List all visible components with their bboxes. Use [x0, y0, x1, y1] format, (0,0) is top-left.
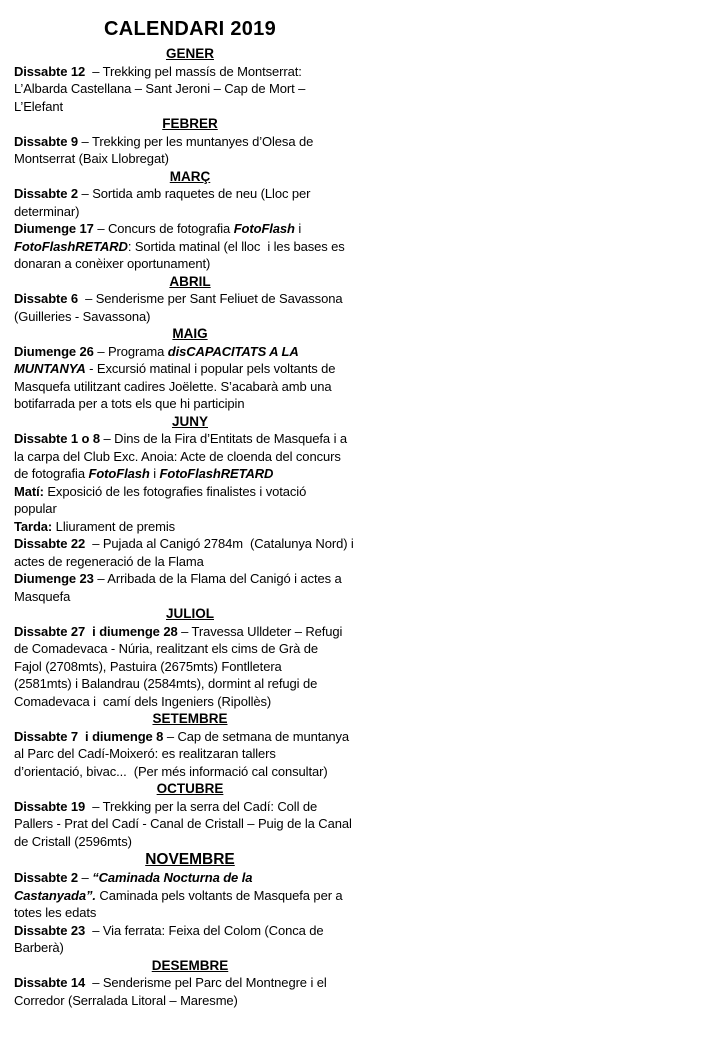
- text-run: – Arribada de la Flama del Canigó i actes a: [93, 571, 342, 586]
- text-run: Lliurament de premis: [52, 518, 176, 534]
- text-run: FotoFlashRETARD: [159, 466, 274, 481]
- text-run: actes de regeneració de la Flama: [14, 553, 204, 569]
- text-run: – Dins de la Fira d’Entitats de Masquefa i a: [100, 431, 347, 446]
- event-line: [14, 939, 386, 957]
- text-run: Dissabte 27 i diumenge 28: [14, 623, 178, 639]
- event-line: [14, 378, 386, 396]
- event-line: [14, 728, 386, 746]
- text-run: Comadevaca i camí dels Ingeniers (Ripollès): [14, 693, 272, 709]
- text-run: al Parc del Cadí-Moixeró: es realitzaran tallers: [14, 746, 276, 761]
- text-run: Exposició de les fotografies finalistes i votació: [43, 483, 307, 499]
- event-line: [14, 869, 386, 887]
- event-line: [14, 203, 386, 221]
- text-run: i: [294, 221, 302, 236]
- month-label: FEBRER: [162, 116, 218, 131]
- text-run: – Senderisme per Sant Feliuet de Savassona: [78, 291, 343, 306]
- text-run: de fotografia: [14, 466, 89, 481]
- text-run: de Comadevaca - Núria, realitzant els cims de Grà de: [14, 641, 319, 656]
- event-line: [14, 904, 386, 922]
- month-label: MARÇ: [169, 168, 211, 184]
- text-run: (Guilleries - Savassona): [14, 308, 151, 324]
- event-line: [14, 570, 386, 588]
- event-line: [14, 518, 386, 536]
- event-line: [14, 308, 386, 326]
- text-run: –: [78, 870, 93, 885]
- text-run: Dissabte 6: [14, 291, 79, 306]
- text-run: – Trekking per les muntanyes d’Olesa de: [78, 133, 314, 149]
- text-run: – Pujada al Canigó 2784m (Catalunya Nord) i: [85, 536, 354, 551]
- text-run: la carpa del Club Exc. Anoia: Acte de cloenda del concurs: [14, 448, 341, 464]
- event-line: [14, 500, 386, 518]
- month-header-octubre: [14, 780, 366, 798]
- text-run: Fajol (2708mts), Pastuira (2675mts) Fontlletera: [14, 658, 282, 674]
- text-run: Castanyada”.: [14, 887, 96, 903]
- month-label: ABRIL: [169, 273, 211, 289]
- text-run: Dissabte 7 i diumenge 8: [14, 728, 164, 744]
- event-line: [14, 430, 386, 448]
- text-run: – Programa: [93, 343, 168, 359]
- text-run: Dissabte 2: [14, 870, 79, 885]
- text-run: Dissabte 12: [14, 63, 86, 79]
- month-label: DESEMBRE: [151, 957, 229, 973]
- text-run: Dissabte 22: [14, 536, 86, 551]
- month-header-abril: [14, 273, 366, 291]
- event-line: [14, 395, 386, 413]
- text-run: “Caminada Nocturna de la: [92, 870, 253, 885]
- event-line: [14, 658, 386, 676]
- text-run: Masquefa utilitzant cadires Joëlette. S’acabarà amb una: [14, 378, 332, 394]
- text-run: Barberà): [14, 940, 64, 955]
- text-run: disCAPACITATS A LA: [167, 343, 299, 359]
- text-run: Pallers - Prat del Cadí - Canal de Cristall – Puig de la Canal: [14, 816, 352, 831]
- event-line: [14, 815, 386, 833]
- text-run: Corredor (Serralada Litoral – Maresme): [14, 992, 238, 1008]
- month-label: OCTUBRE: [156, 781, 224, 796]
- event-line: [14, 992, 386, 1010]
- text-run: FotoFlash: [88, 466, 150, 481]
- month-header-maig: [14, 325, 366, 343]
- text-run: – Concurs de fotografia: [93, 221, 234, 236]
- text-run: FotoFlash: [233, 221, 295, 236]
- text-run: Dissabte 9: [14, 133, 79, 149]
- event-line: [14, 693, 386, 711]
- event-line: [14, 343, 386, 361]
- event-line: [14, 98, 386, 116]
- text-run: Dissabte 2: [14, 186, 79, 201]
- event-line: [14, 833, 386, 851]
- text-run: FotoFlashRETARD: [14, 238, 128, 254]
- text-run: – Senderisme pel Parc del Montnegre i el: [85, 975, 327, 990]
- text-run: Dissabte 23: [14, 922, 86, 938]
- event-line: [14, 763, 386, 781]
- text-run: MUNTANYA: [14, 361, 86, 376]
- event-line: [14, 745, 386, 763]
- event-line: [14, 887, 386, 905]
- text-run: Diumenge 26: [14, 343, 94, 359]
- event-line: [14, 290, 386, 308]
- text-run: (2581mts) i Balandrau (2584mts), dormint al refugi de: [14, 676, 318, 691]
- month-label: NOVEMBRE: [145, 851, 235, 868]
- month-label: JUNY: [171, 413, 208, 429]
- event-line: [14, 80, 386, 98]
- text-run: d’orientació, bivac... (Per més informació cal consultar): [14, 763, 328, 779]
- event-line: [14, 448, 386, 466]
- text-run: – Sortida amb raquetes de neu (Lloc per: [78, 186, 311, 201]
- text-run: Masquefa: [14, 588, 71, 604]
- text-run: - Excursió matinal i popular pels voltants de: [85, 361, 336, 376]
- text-run: Dissabte 19: [14, 798, 86, 814]
- text-run: Matí:: [14, 483, 44, 499]
- event-line: [14, 588, 386, 606]
- event-line: [14, 63, 386, 81]
- month-header-febrer: [14, 115, 366, 133]
- event-line: [14, 798, 386, 816]
- month-header-juny: [14, 413, 366, 431]
- text-run: Diumenge 17: [14, 221, 94, 236]
- event-line: [14, 238, 386, 256]
- event-line: [14, 640, 386, 658]
- month-header-novembre: [14, 850, 366, 869]
- text-run: botifarrada per a tots els que hi participin: [14, 396, 245, 411]
- text-run: Montserrat (Baix Llobregat): [14, 151, 169, 166]
- month-label: JULIOL: [165, 606, 214, 621]
- text-run: totes les edats: [14, 905, 97, 920]
- month-label: SETEMBRE: [152, 711, 228, 726]
- month-header-desembre: [14, 957, 366, 975]
- event-line: [14, 255, 386, 273]
- text-run: de Cristall (2596mts): [14, 833, 132, 849]
- event-line: [14, 535, 386, 553]
- event-line: [14, 483, 386, 501]
- text-run: – Travessa Ulldeter – Refugi: [177, 623, 343, 639]
- event-line: [14, 150, 386, 168]
- text-run: popular: [14, 501, 57, 516]
- text-run: Tarda:: [14, 518, 53, 534]
- month-header-juliol: [14, 605, 366, 623]
- event-line: [14, 623, 386, 641]
- event-line: [14, 465, 386, 483]
- text-run: i: [149, 466, 160, 481]
- text-run: – Trekking pel massís de Montserrat:: [85, 63, 302, 79]
- text-run: donaran a conèixer oportunament): [14, 256, 211, 271]
- month-label: GENER: [165, 46, 214, 61]
- text-run: Dissabte 1 o 8: [14, 431, 101, 446]
- text-run: Caminada pels voltants de Masquefa per a: [95, 887, 343, 903]
- text-run: : Sortida matinal (el lloc i les bases es: [127, 238, 345, 254]
- event-line: [14, 185, 386, 203]
- month-label: MAIG: [172, 326, 208, 341]
- text-run: L’Albarda Castellana – Sant Jeroni – Cap de Mort –: [14, 81, 306, 96]
- event-line: [14, 133, 386, 151]
- month-header-gener: [14, 45, 366, 63]
- text-run: – Cap de setmana de muntanya: [163, 728, 350, 744]
- event-line: [14, 360, 386, 378]
- page-title: CALENDARI 2019: [103, 18, 277, 40]
- event-line: [14, 553, 386, 571]
- event-line: [14, 922, 386, 940]
- month-header-marc: [14, 168, 366, 186]
- event-line: [14, 675, 386, 693]
- month-header-setembre: [14, 710, 366, 728]
- text-run: L’Elefant: [14, 98, 63, 114]
- event-line: [14, 220, 386, 238]
- text-run: Dissabte 14: [14, 975, 86, 990]
- text-run: determinar): [14, 203, 80, 219]
- text-run: – Via ferrata: Feixa del Colom (Conca de: [85, 922, 324, 938]
- text-run: Diumenge 23: [14, 571, 94, 586]
- text-run: – Trekking per la serra del Cadí: Coll de: [85, 798, 318, 814]
- event-line: [14, 974, 386, 992]
